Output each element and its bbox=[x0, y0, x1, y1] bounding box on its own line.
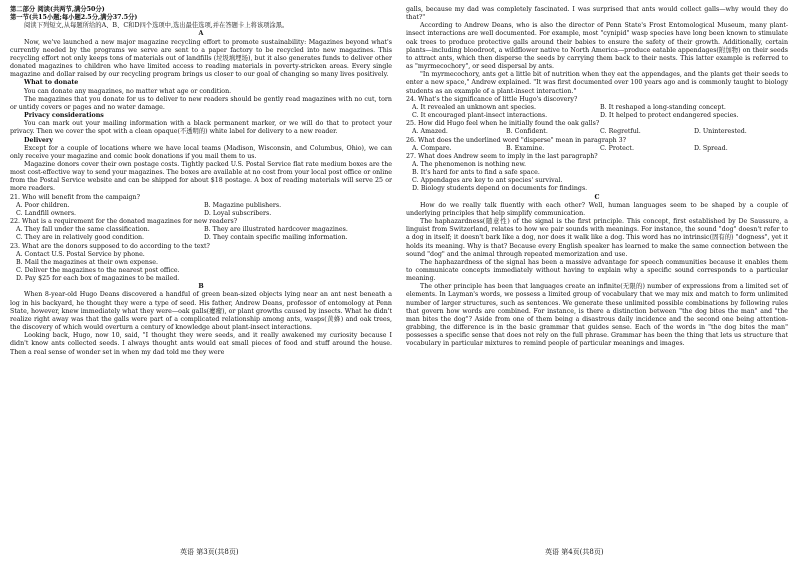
option: D. Spread. bbox=[694, 144, 728, 152]
option: D. They contain specific mailing information. bbox=[204, 234, 348, 242]
page-footer-left: 英语 第3页(共8页) bbox=[180, 548, 239, 556]
option: C. Regretful. bbox=[600, 128, 641, 136]
passage-a-subheading: What to donate bbox=[24, 79, 79, 87]
option: A. Amazed. bbox=[412, 128, 448, 136]
passage-b-paragraph: According to Andrew Deans, who is also the director of Penn State's Frost Entomological Museum, many plant-insect interactions are well documented. For example, most "cynipid" wasp species have long been known to stimulate oak trees to produce protective galls around their babies to ensure the safety of their growth. Additionally, certain plants—including bloodroot, a wildflower native to North America—produce eatable appendages(附加物) on their seeds to attract ants, which then disperse the seeds by carrying them back to their nests. This latter example is referred to as "myrmecochory", or seed dispersal by ants. bbox=[406, 22, 788, 71]
passage-a-title: A bbox=[198, 30, 204, 38]
question-24: 24. What's the significance of little Hugo's discovery? bbox=[406, 95, 578, 103]
passage-c-paragraph: The other principle has been that languages create an infinite(无限的) number of expressions from a limited set of elements. In Layman's words, we possess a limited group of vocabulary that we may mix and match to form unlimited number of larger structures, such as sentences. We generate these unlimited possible combinations by following rules that govern how words are combined. For instance, is there a distinction between "the dog bites the man" and "the man bites the dog"? Aside from one of them being a disastrous daily incidence and the second one being attention-grabbing, the difference is in the basic grammar that guides sense. Each of the words in "the dog bites the man" possesses a specific sense that does not rely on the full phrase. Grammar has been the thing that lets us structure that vocabulary in particular mixtures to remind people of particular meanings and images. bbox=[406, 283, 788, 348]
option: A. It revealed an unknown ant species. bbox=[412, 103, 536, 111]
passage-a-subheading: Privacy considerations bbox=[24, 112, 104, 120]
passage-c-title: C bbox=[594, 193, 600, 201]
passage-a-paragraph: The magazines that you donate for us to deliver to new readers should be gently read magazines with no cut, torn or untidy covers or pages and no water damage. bbox=[10, 95, 392, 111]
question-26: 26. What does the underlined word "disperse" mean in paragraph 3? bbox=[406, 136, 627, 144]
question-25: 25. How did Hugo feel when he initially found the oak galls? bbox=[406, 120, 600, 128]
option: A. They fall under the same classification. bbox=[16, 226, 150, 234]
question-23: 23. What are the donors supposed to do according to the text? bbox=[10, 242, 210, 250]
passage-a-paragraph: You can mark out your mailing information with a black permanent marker, or we will do that to protect your privacy. Then we cover the spot with a clean opaque(不透明的) white label for delivery to a new reader. bbox=[10, 120, 392, 136]
passage-c-paragraph: How do we really talk fluently with each other? Well, human languages seem to be shaped by a couple of underlying principles that help simplify communication. bbox=[406, 201, 788, 217]
option: C. Deliver the magazines to the nearest post office. bbox=[16, 267, 180, 274]
instructions: 阅读下列短文,从每题所给的A、B、C和D四个选项中,选出最佳选项,并在答题卡上将该项涂黑。 bbox=[24, 22, 289, 30]
option: B. It reshaped a long-standing concept. bbox=[600, 103, 726, 111]
part-heading: 第二部分 阅读(共两节,满分50分) bbox=[10, 6, 105, 13]
option: C. It encouraged plant-insect interactions. bbox=[412, 112, 548, 120]
section-heading: 第一节(共15小题;每小题2.5分,满分37.5分) bbox=[10, 14, 138, 22]
option: A. The phenomenon is nothing new. bbox=[412, 160, 527, 168]
option: A. Compare. bbox=[412, 144, 452, 152]
option: C. Appendages are key to ant species' survival. bbox=[412, 177, 563, 185]
question-21-options bbox=[10, 210, 392, 218]
question-27: 27. What does Andrew seem to imply in the last paragraph? bbox=[406, 152, 598, 160]
question-26-options bbox=[406, 145, 788, 153]
option: B. Confident. bbox=[506, 128, 548, 136]
page-footer-right: 英语 第4页(共8页) bbox=[545, 548, 604, 556]
question-25-options bbox=[406, 128, 788, 136]
question-22: 22. What is a requirement for the donated magazines for new readers? bbox=[10, 218, 238, 226]
option: D. Biology students depend on documents for findings. bbox=[412, 185, 588, 193]
question-24-options bbox=[406, 104, 788, 112]
question-24-options bbox=[406, 112, 788, 120]
question-22-options bbox=[10, 234, 392, 242]
option: C. Landfill owners. bbox=[16, 209, 77, 217]
right-column bbox=[406, 6, 788, 349]
passage-a-paragraph: Except for a couple of locations where we have local teams (Madison, Wisconsin, and Columbus, Ohio), we can only receive your magazine and comic book donations if you mail them to us. bbox=[10, 144, 392, 160]
option: A. Poor children. bbox=[16, 201, 70, 209]
passage-c-paragraph: The haphazardness(随意性) of the signal is the first principle. This concept, first established by De Saussure, a linguist from Switzerland, relates to how we pair sounds with meanings. For instance, the sound "dog" doesn't refer to a dog in itself; it doesn't bark like a dog, nor does it walk like a dog. This word has no intrinsic(固有的) "dogness", yet it holds its meaning. Why is that? Because every English speaker has learned to make the same connection between the sound "dog" and the animal through repeated memorization and use. bbox=[406, 218, 788, 258]
passage-c-paragraph: The haphazardness of the signal has been a massive advantage for speech communities because it enables them to communicate concepts immediately without having to explain why a specific sound corresponds to a particular meaning. bbox=[406, 258, 788, 283]
passage-b-paragraph: "In myrmecochory, ants get a little bit of nutrition when they eat the appendages, and the plants get their seeds to enter a new space," Andrew explained. "It was first documented over 100 years ago and is commonly taught to biology students as an example of a plant-insect interaction." bbox=[406, 71, 788, 95]
passage-a-subheading: Delivery bbox=[24, 136, 53, 144]
option: C. Protect. bbox=[600, 144, 634, 152]
option: A. Contact U.S. Postal Service by phone. bbox=[16, 250, 145, 258]
option: D. Pay $25 for each box of magazines to be mailed. bbox=[16, 275, 180, 283]
option: D. It helped to protect endangered species. bbox=[600, 112, 739, 120]
question-22-options bbox=[10, 226, 392, 234]
left-column bbox=[10, 6, 392, 357]
passage-a-paragraph: Now, we've launched a new major magazine recycling effort to promote sustainability: Magazines beyond what's currently needed by the programs we serve are sent to a paper factory to be recycled into new magazines. This recycling effort not only keeps tons of materials out of landfills (垃圾填埋场), but it also generates funds to deliver other donated magazines to children who have limited access to reading materials in poverty-stricken areas. Every single magazine and dollar raised by our recycling program brings us closer to our goal of changing so many lives positively. bbox=[10, 38, 392, 79]
passage-a-paragraph: Magazine donors cover their own postage costs. Tightly packed U.S. Postal Service flat rate medium boxes are the most cost-effective way to send your magazines. The boxes are available at no cost from your local post office or online from the Postal Service website and can be shipped for about $18 postage. A box of reading materials will serve 25 or more readers. bbox=[10, 160, 392, 193]
question-21-options bbox=[10, 202, 392, 210]
question-21: 21. Who will benefit from the campaign? bbox=[10, 193, 140, 201]
option: C. They are in relatively good condition. bbox=[16, 234, 145, 242]
option: D. Uninterested. bbox=[694, 128, 747, 136]
passage-b-title: B bbox=[198, 283, 204, 291]
option: D. Loyal subscribers. bbox=[204, 209, 272, 217]
option: B. It's hard for ants to find a safe space. bbox=[412, 169, 540, 177]
option: B. They are illustrated hardcover magazines. bbox=[204, 226, 348, 234]
passage-b-paragraph: When 8-year-old Hugo Deans discovered a handful of green bean-sized objects lying near an ant nest beneath a log in his backyard, he thought they were a type of seed. His father, Andrew Deans, professor of entomology at Penn State, however, knew immediately what they were—oak galls(瘿瘤), or plant growths caused by insects. What he didn't realize right away was that the galls were part of a complicated relationship among ants, wasps(黄蜂) and oak trees, the discovery of which would overturn a century of knowledge about plant-insect interactions. bbox=[10, 291, 392, 332]
passage-a-paragraph: You can donate any magazines, no matter what age or condition. bbox=[24, 87, 232, 95]
passage-b-paragraph-continued: galls, because my dad was completely fascinated. I was surprised that ants would collect galls—why would they do that?" bbox=[406, 6, 788, 22]
option: B. Mail the magazines at their own expense. bbox=[16, 258, 158, 266]
option: B. Examine. bbox=[506, 144, 545, 152]
passage-b-paragraph: Looking back, Hugo, now 10, said, "I thought they were seeds, and it really awakened my curiosity because I didn't know ants collected seeds. I always thought ants would eat small pieces of food and stuff around the house. Then a real sense of wonder set in when my dad told me they were bbox=[10, 332, 392, 356]
option: B. Magazine publishers. bbox=[204, 201, 282, 209]
